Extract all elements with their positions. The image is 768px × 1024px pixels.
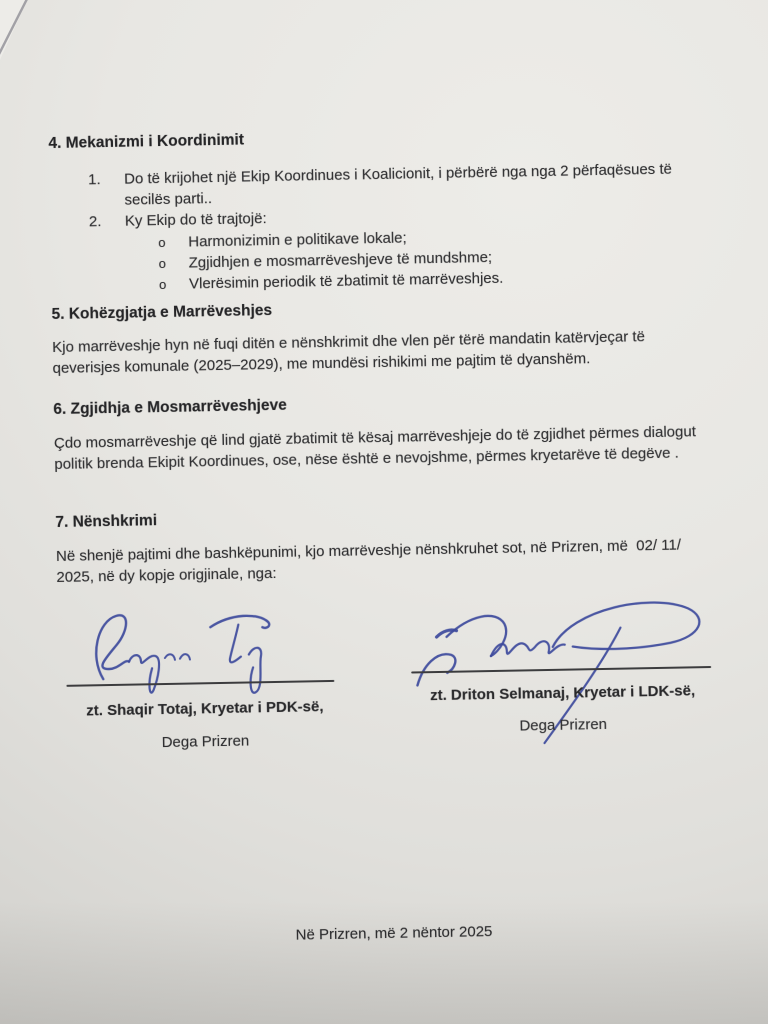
section-6-heading: 6. Zgjidhja e Mosmarrëveshjeve xyxy=(53,396,287,419)
signatory-branch-pdk: Dega Prizren xyxy=(161,732,250,752)
signature-block-ldk xyxy=(402,588,723,764)
sub-item-2-marker: o xyxy=(158,255,167,272)
section-7-heading: 7. Nënshkrimi xyxy=(55,512,158,531)
list-item-1-marker: 1. xyxy=(87,171,101,189)
document-footer-dateline: Në Prizren, më 2 nëntor 2025 xyxy=(295,923,493,944)
signatory-name-pdk: zt. Shaqir Totaj, Kryetar i PDK-së, xyxy=(86,698,324,720)
signature-shaqir-totaj xyxy=(72,603,324,708)
section-6-body: Çdo mosmarrëveshje që lind gjatë zbatimit të kësaj marrëveshjeje do të zgjidhet përmes dialogut politik brenda Ekipit Koordinues, ose, nëse është e nevojshme, përmes kryetarëve të degëve . xyxy=(53,423,701,474)
section-5-heading: 5. Kohëzgjatja e Marrëveshjes xyxy=(51,301,273,324)
section-4-heading: 4. Mekanizmi i Koordinimit xyxy=(48,131,245,153)
section-5-body: Kjo marrëveshje hyn në fuqi ditën e nënshkrimit dhe vlen për tërë mandatin katërvjeçar të qeverisjes komunale (2025–2029), me mundësi rishikimi me pajtim të dyanshëm. xyxy=(52,328,650,378)
sub-item-3-text: Vlerësimin periodik të zbatimit të marrëveshjes. xyxy=(188,269,504,293)
signatory-name-ldk: zt. Driton Selmanaj, Kryetar i LDK-së, xyxy=(429,682,696,705)
list-item-2-marker: 2. xyxy=(88,213,102,231)
list-item-2-text: Ky Ekip do të trajtojë: xyxy=(124,210,267,230)
signature-block-pdk xyxy=(57,603,352,768)
sub-item-2-text: Zgjidhjen e mosmarrëveshjeve të mundshme; xyxy=(188,248,493,272)
section-7-body: Në shenjë pajtimi dhe bashkëpunimi, kjo marrëveshje nënshkruhet sot, në Prizren, më 02/ 11/ 2025, në dy kopje origjinale, nga: xyxy=(55,536,686,586)
sub-item-3-marker: o xyxy=(158,276,167,293)
list-item-1-text: Do të krijohet një Ekip Koordinues i Koalicionit, i përbërë nga nga 2 përfaqësues të secilës parti.. xyxy=(123,160,673,209)
sub-item-1-marker: o xyxy=(158,234,166,251)
document-page xyxy=(46,0,730,1024)
sub-item-1-text: Harmonizimin e politikave lokale; xyxy=(188,229,407,251)
signatory-branch-ldk: Dega Prizren xyxy=(519,715,608,735)
